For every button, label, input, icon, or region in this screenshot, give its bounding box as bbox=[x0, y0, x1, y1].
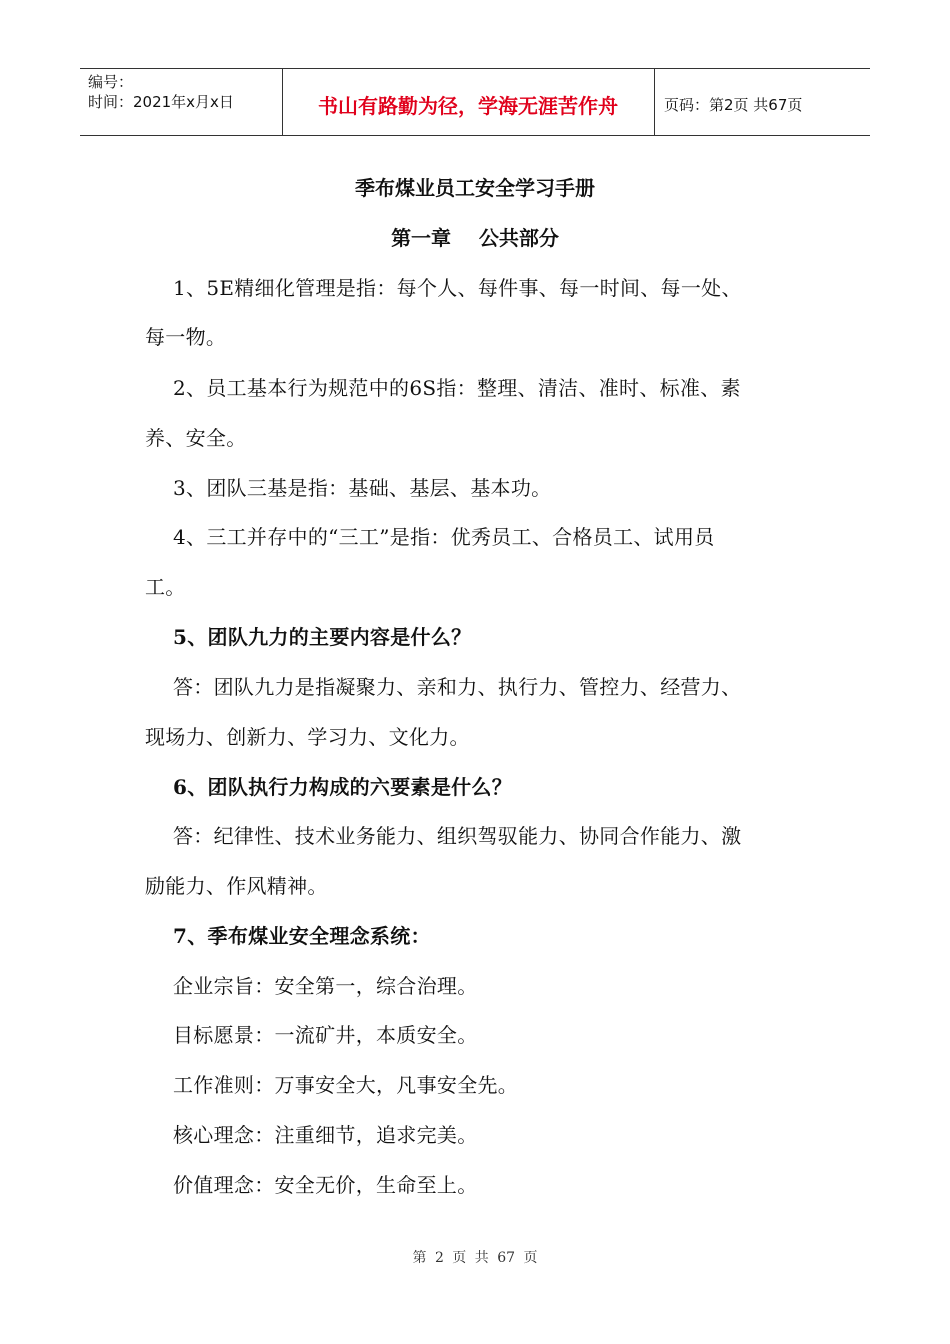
header-top-rule bbox=[80, 68, 870, 69]
answer-line: 现场力、创新力、学习力、文化力。 bbox=[145, 725, 470, 749]
concept-line: 价值理念：安全无价，生命至上。 bbox=[173, 1173, 478, 1197]
body-line: 每一物。 bbox=[145, 325, 227, 349]
header-bottom-rule bbox=[80, 135, 870, 136]
answer-line: 励能力、作风精神。 bbox=[145, 874, 328, 898]
header-page-label: 页码：第2页 共67页 bbox=[664, 96, 803, 114]
question-heading: 6、团队执行力构成的六要素是什么？ bbox=[173, 775, 513, 799]
page-footer: 第 2 页 共 67 页 bbox=[412, 1250, 538, 1266]
header-divider-right bbox=[654, 68, 655, 136]
section-heading: 7、季布煤业安全理念系统： bbox=[173, 924, 431, 948]
concept-line: 核心理念：注重细节，追求完美。 bbox=[173, 1123, 478, 1147]
answer-line: 答：团队九力是指凝聚力、亲和力、执行力、管控力、经营力、 bbox=[173, 675, 742, 699]
body-line: 3、团队三基是指：基础、基层、基本功。 bbox=[173, 476, 552, 500]
header-number-label: 编号： bbox=[88, 73, 134, 91]
chapter-heading: 第一章 公共部分 bbox=[391, 226, 559, 250]
body-line: 养、安全。 bbox=[145, 426, 247, 450]
answer-line: 答：纪律性、技术业务能力、组织驾驭能力、协同合作能力、激 bbox=[173, 824, 742, 848]
question-heading: 5、团队九力的主要内容是什么？ bbox=[173, 625, 472, 649]
body-line: 1、5E精细化管理是指：每个人、每件事、每一时间、每一处、 bbox=[173, 276, 742, 300]
body-line: 工。 bbox=[145, 575, 186, 599]
body-line: 2、员工基本行为规范中的6S指：整理、清洁、准时、标准、素 bbox=[173, 376, 741, 400]
concept-line: 企业宗旨：安全第一，综合治理。 bbox=[173, 974, 478, 998]
header-date-label: 时间：2021年x月x日 bbox=[88, 93, 234, 111]
header-motto: 书山有路勤为径，学海无涯苦作舟 bbox=[318, 94, 618, 118]
document-title: 季布煤业员工安全学习手册 bbox=[355, 176, 595, 200]
concept-line: 工作准则：万事安全大，凡事安全先。 bbox=[173, 1073, 519, 1097]
body-line: 4、三工并存中的“三工”是指：优秀员工、合格员工、试用员 bbox=[173, 525, 715, 549]
concept-line: 目标愿景：一流矿井，本质安全。 bbox=[173, 1023, 478, 1047]
